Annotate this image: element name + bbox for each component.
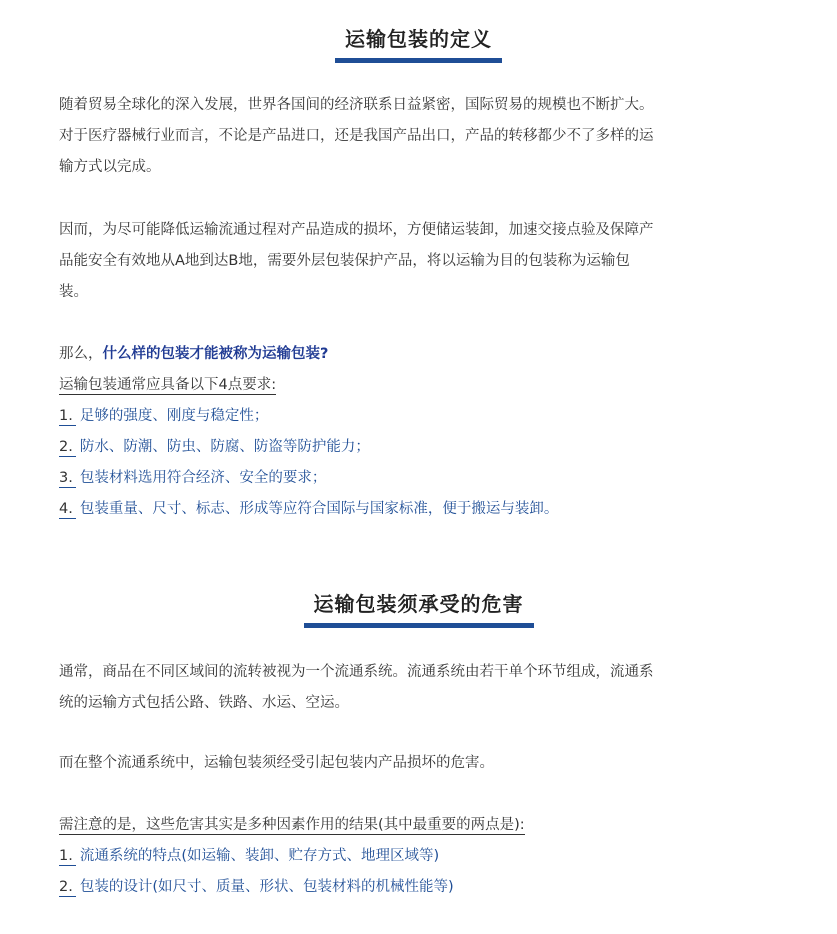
paragraph-line: 装。: [59, 284, 88, 300]
paragraph-line: 统的运输方式包括公路、铁路、水运、空运。: [59, 695, 349, 711]
requirements-list: [59, 401, 558, 525]
list-item-number: 4.: [59, 500, 76, 519]
paragraph-line: 通常，商品在不同区域间的流转被视为一个流通系统。流通系统由若干单个环节组成，流通系: [59, 664, 654, 680]
list-item: [59, 432, 558, 463]
paragraph-line: 对于医疗器械行业而言，不论是产品进口，还是我国产品出口，产品的转移都少不了多样的运: [59, 128, 654, 144]
list-item: [59, 401, 558, 432]
list-item-number: 3.: [59, 469, 76, 488]
requirements-intro: 运输包装通常应具备以下4点要求:: [59, 377, 277, 393]
paragraph-line: 输方式以完成。: [59, 159, 161, 175]
list-item-number: 1.: [59, 847, 76, 866]
list-item: [59, 872, 454, 903]
list-item-text: 足够的强度、刚度与稳定性；: [79, 408, 269, 424]
section2-paragraph-1: [59, 657, 749, 719]
section1-title-text: 运输包装的定义: [335, 26, 502, 63]
question-prefix: 那么，: [59, 346, 103, 362]
list-item-number: 2.: [59, 438, 76, 457]
list-item-text: 流通系统的特点(如运输、装卸、贮存方式、地理区域等): [79, 848, 440, 864]
list-item-text: 防水、防潮、防虫、防腐、防盗等防护能力；: [79, 439, 370, 455]
section1-question: [59, 339, 749, 401]
paragraph-line: 而在整个流通系统中，运输包装须经受引起包装内产品损坏的危害。: [59, 755, 494, 771]
paragraph-line: 因而，为尽可能降低运输流通过程对产品造成的损坏，方便储运装卸，加速交接点验及保障产: [59, 222, 654, 238]
list-item-text: 包装的设计(如尺寸、质量、形状、包装材料的机械性能等): [79, 879, 454, 895]
list-item-number: 2.: [59, 878, 76, 897]
list-item-text: 包装重量、尺寸、标志、形成等应符合国际与国家标准，便于搬运与装卸。: [79, 501, 559, 517]
paragraph-line: 品能安全有效地从A地到达B地，需要外层包装保护产品，将以运输为目的包装称为运输包: [59, 253, 630, 269]
list-item: [59, 841, 454, 872]
factors-intro: 需注意的是，这些危害其实是多种因素作用的结果(其中最重要的两点是):: [59, 817, 525, 833]
list-item: [59, 463, 558, 494]
paragraph-line: 随着贸易全球化的深入发展，世界各国间的经济联系日益紧密，国际贸易的规模也不断扩大。: [59, 97, 654, 113]
section2-factors-intro: [59, 810, 749, 841]
section1-paragraph-1: [59, 90, 749, 183]
list-item: [59, 494, 558, 525]
section1-paragraph-2: [59, 215, 749, 308]
section2-title-text: 运输包装须承受的危害: [304, 591, 534, 628]
section1-title: [0, 26, 837, 63]
list-item-text: 包装材料选用符合经济、安全的要求；: [79, 470, 327, 486]
factors-list: [59, 841, 454, 903]
section2-paragraph-2: [59, 748, 749, 779]
question-highlight: 什么样的包装才能被称为运输包装?: [102, 346, 329, 362]
list-item-number: 1.: [59, 407, 76, 426]
section2-title: [0, 591, 837, 628]
